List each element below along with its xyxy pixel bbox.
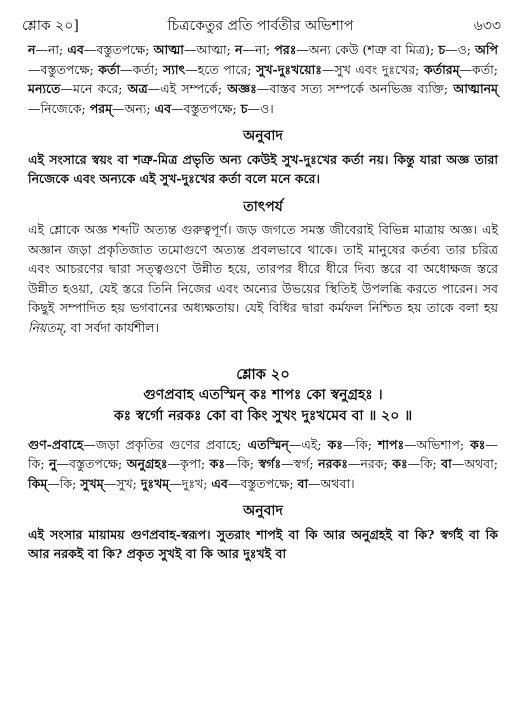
synonym-meaning: সুখ এবং দুঃখের; [334,61,424,77]
purport-heading: তাৎপর্য [243,198,283,215]
synonym-meaning: বস্তুতপক্ষে; [240,475,298,491]
synonym-meaning: কি; [28,456,50,471]
synonym-word: চ [438,42,446,57]
synonym-meaning: স্বর্গ; [293,456,319,471]
translation-heading-2: অনুবাদ [243,503,283,519]
synonym-meaning: হতে পারে; [197,61,257,77]
verse-title: শ্লোক ২০ [236,366,290,383]
synonym-meaning: কি; [237,456,259,471]
synonym-word: আত্মা [153,42,184,57]
synonym-word: দুঃখম্ [140,475,170,491]
synonym-meaning: ও; [457,42,476,57]
chapter-title: চিত্রকেতুর প্রতি পার্বতীর অভিশাপ [167,18,354,34]
synonym-meaning: এই; [301,436,328,452]
synonym-meaning: নরক; [360,456,393,471]
synonym-word: পরম্ [89,100,113,116]
purport-italic-term: নিয়তম্ [28,319,63,335]
synonym-meaning: না; [254,42,275,57]
synonym-word: মন্যতে [28,81,61,96]
synonym-meaning: দুঃখ; [181,475,212,491]
synonym-meaning: মনে করে; [72,81,128,96]
synonym-meaning: কি; [355,436,378,452]
synonym-meaning: অন্য; [124,100,155,116]
synonym-meaning: ও। [260,100,274,116]
synonym-meaning: কি; [59,475,81,491]
synonym-word: নু [49,456,57,471]
verse-line-2: কঃ স্বর্গো নরকঃ কো বা কিং সুখং দুঃখমেব বা ॥ ২০ ॥ [113,407,413,424]
purport-body-end: , বা সর্বদা কার্যশীল। [62,319,159,335]
synonym-meaning: কর্তা; [132,61,164,77]
synonym-meaning: বস্তুতপক্ষে; [96,42,154,57]
synonym-meaning: এই সম্পর্কে; [160,81,228,96]
synonym-word: সুখ-দুঃখয়োঃ [256,61,322,77]
synonym-word: অপি [475,42,498,57]
synonym-word: এব [211,475,228,491]
synonym-word: ন [28,42,36,57]
synonym-meaning: অথবা। [320,475,355,491]
page-header [0,0,521,36]
synonym-meaning: সুখ; [116,475,141,491]
synonym-word: কিম্ [28,475,48,491]
synonym-word: অত্র [127,81,148,96]
synonym-word: অজ্ঞঃ [227,81,257,96]
synonym-meaning: কর্তা; [472,61,498,77]
translation-heading: অনুবাদ [243,128,283,144]
translation-text: এই সংসারে স্বয়ং বা শত্রু-মিত্র প্রভৃতি অন্য কেউই সুখ-দুঃখের কর্তা নয়। কিন্তু যারা অজ্ঞ তারা নিজেকে এবং অন্যকে এই সুখ-দুঃখের কর্তা বলে মনে করে। [28,151,498,186]
translation-text-2: এই সংসার মায়াময় গুণপ্রবাহ-স্বরূপ। সুতরাং শাপই বা কি আর অনুগ্রহই বা কি? স্বর্গই বা কি আর নরকই বা কি? প্রকৃত সুখই বা কি আর দুঃখই বা [28,526,498,561]
synonym-meaning: নিজেকে; [40,100,90,116]
page-number: ৬৩৩ [473,18,501,34]
synonym-word: পরঃ [274,42,297,57]
synonym-word: কঃ [470,436,486,452]
synonym-word: নরকঃ [318,456,348,471]
synonym-word: শাপঃ [377,436,405,452]
synonym-meaning: অন্য কেউ (শত্রু বা মিত্র); [308,42,439,57]
synonym-meaning: বস্তুতপক্ষে; [183,100,241,116]
page-content [28,40,498,564]
purport-body: এই শ্লোকে অজ্ঞ শব্দটি অত্যন্ত গুরুত্বপূর্ণ। জড় জগতে সমস্ত জীবেরাই বিভিন্ন মাত্রায় অজ্ঞ। এই অজ্ঞান জড়া প্রকৃতিজাত তমোগুণে অত্যন্ত প্রবলভাবে থাকে। তাই মানুষের কর্তব্য তার চরিত্র এবং আচরণের দ্বারা সত্ত্বগুণে উন্নীত হয়ে, তারপর ধীরে ধীরে দিব্য স্তরে বা অধোক্ষজ স্তরে উন্নীত হওয়া, যেই স্তরে তিনি নিজের এবং অন্যের উভয়ের স্থিতিই উপলব্ধি করতে পারেন। সব কিছুই সম্পাদিত হয় ভগবানের অধ্যক্ষতায়। যেই বিধির দ্বারা কর্মফল নিশ্চিত হয় তাকে বলা হয় [28,222,498,315]
synonym-word: এব [67,42,84,57]
synonym-meaning: অথবা; [464,456,498,471]
synonym-meaning: বাস্তব সত্য সম্পর্কে অনভিজ্ঞ ব্যক্তি; [269,81,454,96]
synonym-word: এব [154,100,172,116]
synonym-word: ন [234,42,243,57]
synonym-word: স্বর্গঃ [258,456,282,471]
verse-reference: শ্লোক ২০] [22,18,79,34]
synonym-meaning: বস্তুতপক্ষে; [69,456,127,471]
synonym-meaning: কি; [420,456,442,471]
synonym-word: গুণ-প্রবাহে [28,436,84,452]
synonym-word: সুখম্ [80,475,104,491]
synonym-word: কঃ [392,456,408,471]
synonym-meaning: আত্মা; [196,42,235,57]
synonym-word: স্যাৎ [163,61,186,77]
synonyms-paragraph: ন—না; এব—বস্তুতপক্ষে; আত্মা—আত্মা; ন—না; পরঃ—অন্য কেউ (শত্রু বা মিত্র); চ—ও; অপি—বস্তুতপক্ষে; কর্তা—কর্তা; স্যাৎ—হতে পারে; সুখ-দুঃখয়োঃ—সুখ এবং দুঃখের; কর্তারম্—কর্তা; মন্যতে—মনে করে; অত্র—এই সম্পর্কে; অজ্ঞঃ—বাস্তব সত্য সম্পর্কে অনভিজ্ঞ ব্যক্তি; আত্মানম্—নিজেকে; পরম্—অন্য; এব—বস্তুতপক্ষে; চ—ও। [28,42,498,116]
synonym-meaning: না; [47,42,68,57]
synonym-word: কঃ [209,456,226,471]
synonym-meaning: বস্তুতপক্ষে; [40,61,99,77]
synonym-word: চ [240,100,248,116]
synonym-word: আত্মানম্ [453,81,498,96]
synonym-word: বা [297,475,309,491]
synonym-word: কর্তা [98,61,120,77]
synonym-word: অনুগ্রহঃ [126,456,168,471]
purport-text [28,220,498,337]
synonyms-paragraph-2: গুণ-প্রবাহে—জড়া প্রকৃতির গুণের প্রবাহে; এতস্মিন্—এই; কঃ—কি; শাপঃ—অভিশাপ; কঃ—কি; নু—বস্তুতপক্ষে; অনুগ্রহঃ—কৃপা; কঃ—কি; স্বর্গঃ—স্বর্গ; নরকঃ—নরক; কঃ—কি; বা—অথবা; কিম্—কি; সুখম্—সুখ; দুঃখম্—দুঃখ; এব—বস্তুতপক্ষে; বা—অথবা। [28,436,498,491]
synonym-word: এতস্মিন্ [247,436,289,452]
synonym-meaning: কৃপা; [180,456,210,471]
synonym-word: কঃ [327,436,343,452]
synonym-meaning: জড়া প্রকৃতির গুণের প্রবাহে; [95,436,248,452]
synonym-word: কর্তারম্ [423,61,460,77]
verse-line-1: গুণপ্রবাহ এতস্মিন্ কঃ শাপঃ কো স্বনুগ্রহঃ । [143,386,383,403]
synonym-meaning: অভিশাপ; [416,436,471,452]
synonym-word: বা [441,456,452,471]
